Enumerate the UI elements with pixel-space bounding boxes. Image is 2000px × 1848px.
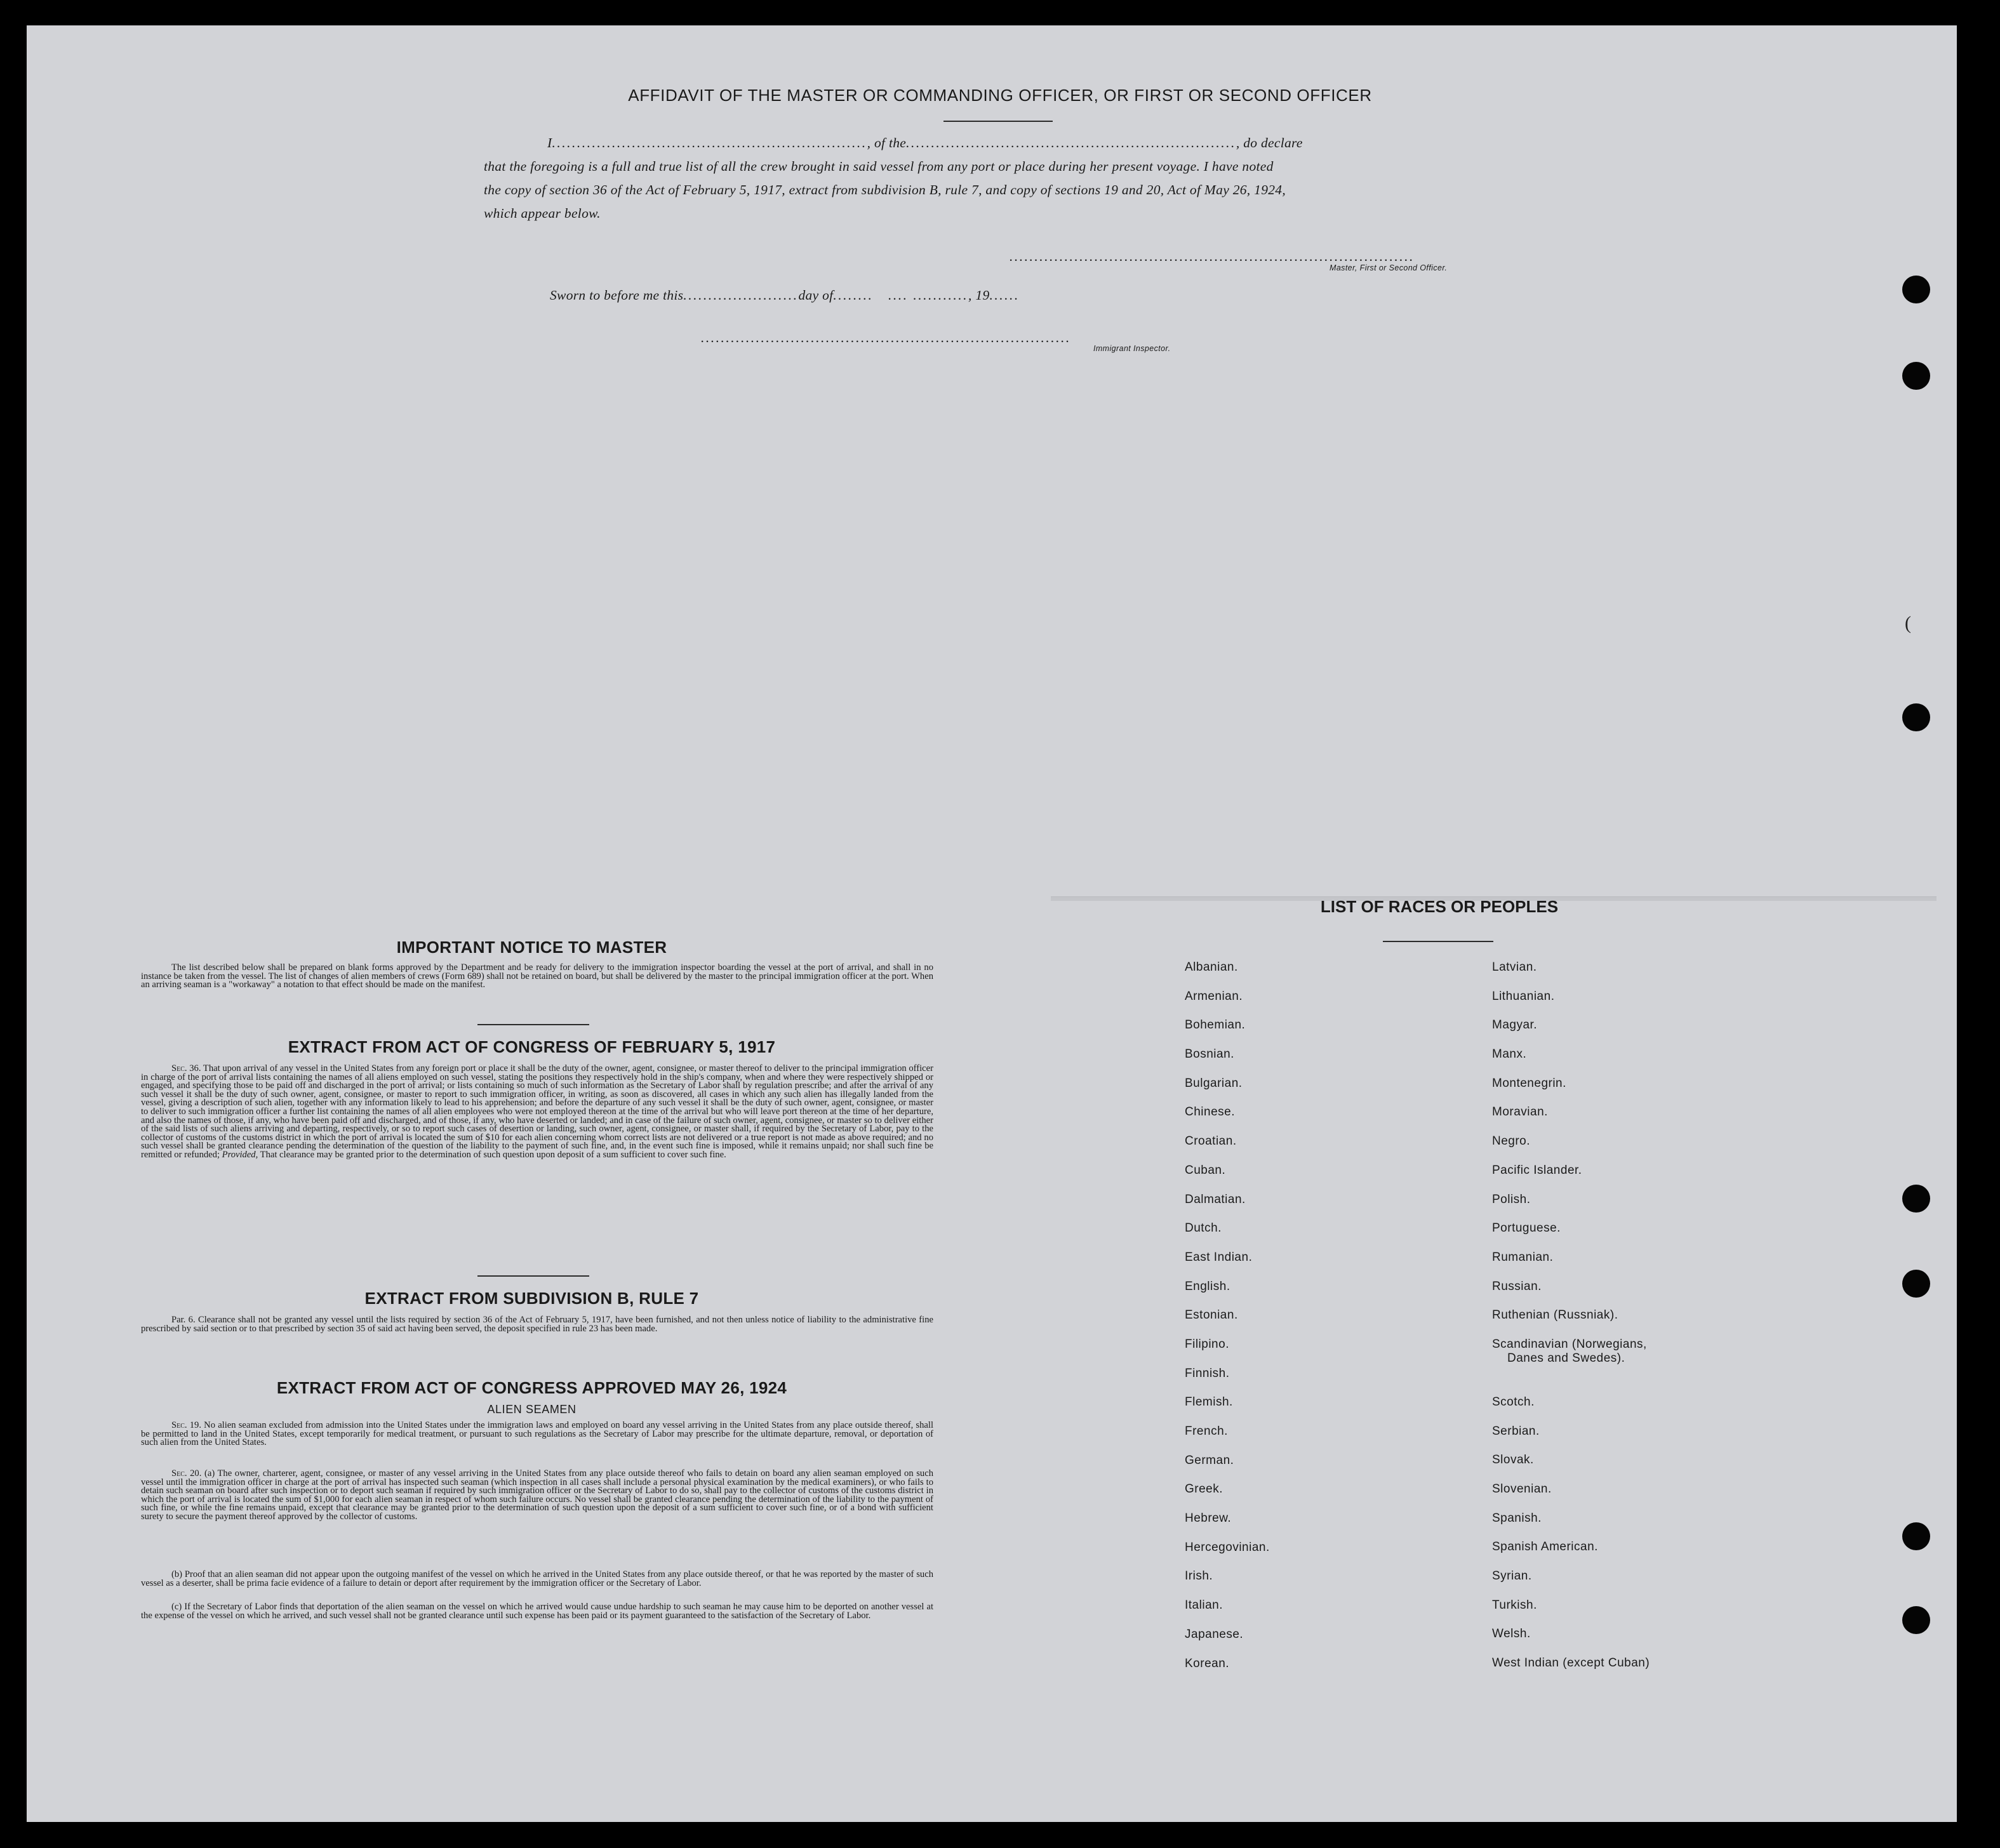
race-item: Dalmatian. bbox=[1185, 1192, 1246, 1206]
race-item: Korean. bbox=[1185, 1656, 1230, 1670]
extract-1924-title: EXTRACT FROM ACT OF CONGRESS APPROVED MAY 26, 1924 bbox=[276, 1378, 787, 1397]
race-item: Bulgarian. bbox=[1185, 1076, 1243, 1090]
races-title: LIST OF RACES OR PEOPLES bbox=[1320, 897, 1559, 916]
race-item: Pacific Islander. bbox=[1492, 1163, 1582, 1177]
races-list-left bbox=[1185, 961, 1270, 1685]
race-item: Welsh. bbox=[1492, 1627, 1531, 1641]
provided-text: Provided, bbox=[222, 1149, 258, 1160]
section-text: That upon arrival of any vessel in the United States from any foreign port or place it shall be the duty of the owner, agent, consignee, or master thereof to deliver to the principal immigration officer in charge of the port of arrival lists containing the names of all aliens employed on such vessel, stating the positions they respectively hold in the ship's company, when and where they were respectively shipped or engaged, and specifying those to be paid off and discharged in the port of arrival; or lists containing so much of such information as the Secretary of Labor shall by regulation prescribe; and after the arrival of any such vessel it shall be the duty of such owner, agent, consignee, or master to report to such immigration officer, in writing, as soon as discovered, all cases in which any such alien has illegally landed from the vessel, giving a description of such alien, together with any information likely to lead to his apprehension; and before the departure of any such vessel it shall be the duty of such owner, agent, consignee, or master to deliver to such immigration officer a further list containing the names of all alien employees who were not employed thereon at the time of the arrival but who will leave port thereon at the time of her departure, and also the names of those, if any, who have been paid off and discharged, and of those, if any, who have deserted or landed; and in case of the failure of such owner, agent, consignee, or master so to deliver either of the said lists of such aliens arriving and departing, respectively, or so to report such cases of desertion or landing, such owner, agent, consignee, or master shall, if required by the Secretary of Labor, pay to the collector of customs of the customs district in which the port of arrival is located the sum of $10 for each alien concerning whom correct lists are not delivered or a true report is not made as above required; and no such vessel shall be granted clearance pending the determination of the question of the liability to the payment of such fine, and, in the event such fine is imposed, while it remains unpaid; nor shall such fine be remitted or refunded; bbox=[141, 1063, 933, 1160]
declaration-line-2: that the foregoing is a full and true list of all the crew brought in said vessel from any port or place during her present voyage. I have noted bbox=[484, 159, 1274, 174]
alien-seamen-subtitle: ALIEN SEAMEN bbox=[487, 1403, 577, 1416]
race-item: Croatian. bbox=[1185, 1134, 1237, 1148]
inspector-signature-label: Immigrant Inspector. bbox=[1093, 344, 1171, 353]
section-19-paragraph bbox=[141, 1421, 933, 1447]
punch-hole bbox=[1902, 1522, 1930, 1550]
inspector-signature-line[interactable]: .......................................................................... bbox=[701, 330, 1071, 345]
race-item: Hebrew. bbox=[1185, 1512, 1232, 1526]
race-item: Manx. bbox=[1492, 1047, 1527, 1061]
section-20c-paragraph: (c) If the Secretary of Labor finds that deportation of the alien seaman on the vessel on which he arrived would cause undue hardship to such seaman he may cause him to be deported on another vessel at the expense of the vessel on which he arrived, and such vessel shall not be granted clearance until such expense has been paid or its payment guaranteed to the satisfaction of the Secretary of Labor. bbox=[141, 1602, 933, 1621]
race-item: Slovenian. bbox=[1492, 1482, 1552, 1496]
race-item: Turkish. bbox=[1492, 1598, 1537, 1612]
race-item: Spanish American. bbox=[1492, 1540, 1598, 1554]
punch-hole bbox=[1902, 1185, 1930, 1213]
race-item: Lithuanian. bbox=[1492, 989, 1555, 1003]
race-item: Finnish. bbox=[1185, 1366, 1230, 1380]
race-item: Ruthenian (Russniak). bbox=[1492, 1308, 1618, 1322]
sworn-line bbox=[550, 288, 1020, 303]
race-item: Flemish. bbox=[1185, 1395, 1233, 1409]
section-number: Sec. 36. bbox=[171, 1063, 201, 1074]
races-list-right bbox=[1492, 961, 1650, 1685]
race-item: Rumanian. bbox=[1492, 1250, 1554, 1264]
sworn-text: Sworn to before me this bbox=[550, 288, 684, 303]
races-title-rule bbox=[1383, 941, 1493, 942]
race-item: English. bbox=[1185, 1279, 1230, 1293]
race-item-line: Danes and Swedes). bbox=[1507, 1351, 1625, 1365]
race-item: Polish. bbox=[1492, 1192, 1531, 1206]
punch-hole bbox=[1902, 1606, 1930, 1634]
race-item: Cuban. bbox=[1185, 1163, 1226, 1177]
year-text: , 19 bbox=[968, 288, 990, 303]
race-item: Hercegovinian. bbox=[1185, 1540, 1270, 1554]
race-item: Estonian. bbox=[1185, 1308, 1238, 1322]
section-rule bbox=[477, 1024, 589, 1025]
declaration-line-3: the copy of section 36 of the Act of February 5, 1917, extract from subdivision B, rule 7, and copy of sections 19 and 20, Act of May 26, 1924, bbox=[484, 182, 1286, 197]
section-19-text: No alien seaman excluded from admission into the United States under the immigration laws and employed on board any vessel arriving in the United States from any place outside thereof, shall be permitted to land in the United States, except temporarily for medical treatment, or pursuant to such regulations as the Secretary of Labor may prescribe for the ultimate departure, removal, or deportation of such alien from the United States. bbox=[141, 1420, 933, 1448]
race-item: Filipino. bbox=[1185, 1337, 1229, 1351]
race-item: Chinese. bbox=[1185, 1105, 1235, 1119]
race-item: Syrian. bbox=[1492, 1569, 1532, 1583]
punch-hole bbox=[1902, 362, 1930, 390]
race-item: West Indian (except Cuban) bbox=[1492, 1656, 1650, 1670]
punch-hole bbox=[1902, 703, 1930, 731]
race-item: Albanian. bbox=[1185, 961, 1238, 974]
title-rule bbox=[943, 121, 1053, 122]
race-item: Bosnian. bbox=[1185, 1047, 1234, 1061]
race-item: French. bbox=[1185, 1425, 1228, 1438]
extract-rule7-paragraph: Par. 6. Clearance shall not be granted any vessel until the lists required by section 36 of the Act of February 5, 1917, have been furnished, and not then unless notice of liability to the administrative fine prescribed by said section or to that prescribed by section 35 of said act having been served, the deposit specified in rule 23 has been made. bbox=[141, 1315, 933, 1334]
declaration-line-1 bbox=[547, 135, 1303, 151]
extract-rule7-title: EXTRACT FROM SUBDIVISION B, RULE 7 bbox=[364, 1289, 699, 1308]
hole-mark: ( bbox=[1905, 613, 1911, 634]
declaration-line-4: which appear below. bbox=[484, 206, 601, 221]
punch-hole bbox=[1902, 276, 1930, 303]
race-item: Latvian. bbox=[1492, 961, 1537, 974]
race-item: Montenegrin. bbox=[1492, 1076, 1566, 1090]
section-19-number: Sec. 19. bbox=[171, 1420, 201, 1430]
day-of-text: day of bbox=[798, 288, 834, 303]
master-signature-label: Master, First or Second Officer. bbox=[1330, 263, 1448, 272]
race-item: German. bbox=[1185, 1453, 1234, 1467]
race-item: Greek. bbox=[1185, 1482, 1223, 1496]
race-item: Slovak. bbox=[1492, 1453, 1534, 1467]
race-item: Armenian. bbox=[1185, 989, 1243, 1003]
race-item: Moravian. bbox=[1492, 1105, 1548, 1119]
year-fill-line[interactable]: ...... bbox=[989, 288, 1020, 303]
race-item: Magyar. bbox=[1492, 1018, 1538, 1032]
race-item: Spanish. bbox=[1492, 1511, 1542, 1525]
section-20-number: Sec. 20. bbox=[171, 1468, 202, 1479]
month-fill-line[interactable]: ........ .... ........... bbox=[833, 288, 969, 303]
extract-1917-title: EXTRACT FROM ACT OF CONGRESS OF FEBRUARY 5, 1917 bbox=[288, 1037, 776, 1056]
race-item: East Indian. bbox=[1185, 1250, 1253, 1264]
notice-title: IMPORTANT NOTICE TO MASTER bbox=[396, 938, 667, 957]
section-text-end: That clearance may be granted prior to the determination of such question upon deposit of a sum sufficient to cover such fine. bbox=[260, 1149, 726, 1160]
of-the-text: , of the bbox=[867, 135, 907, 150]
punch-hole bbox=[1902, 1270, 1930, 1298]
race-item: Japanese. bbox=[1185, 1627, 1244, 1641]
race-item: Bohemian. bbox=[1185, 1018, 1246, 1032]
day-fill-line[interactable]: ....................... bbox=[683, 288, 799, 303]
section-20-paragraph bbox=[141, 1470, 933, 1522]
race-item: Irish. bbox=[1185, 1569, 1213, 1583]
race-item: Russian. bbox=[1492, 1279, 1542, 1293]
race-item: Dutch. bbox=[1185, 1221, 1222, 1235]
name-fill-line[interactable]: ............................................................... bbox=[552, 135, 867, 150]
declarant-prefix: I bbox=[547, 135, 552, 150]
declare-text: , do declare bbox=[1236, 135, 1303, 150]
vessel-fill-line[interactable]: .................................................................. bbox=[906, 135, 1236, 150]
race-item: Serbian. bbox=[1492, 1424, 1540, 1438]
affidavit-title: AFFIDAVIT OF THE MASTER OR COMMANDING OFFICER, OR FIRST OR SECOND OFFICER bbox=[628, 86, 1372, 105]
race-item: Italian. bbox=[1185, 1599, 1223, 1612]
notice-paragraph: The list described below shall be prepared on blank forms approved by the Department and be ready for delivery to the immigration inspector boarding the vessel at the port of arrival, and shall in no instance be taken from the vessel. The list of changes of alien members of crews (Form 689) shall not be retained on board, but shall be delivered by the master to the principal immigration officer at the port. When an arriving seaman is a "workaway" a notation to that effect should be made on the manifest. bbox=[141, 962, 933, 990]
section-rule bbox=[477, 1275, 589, 1277]
race-item bbox=[1492, 1338, 1650, 1395]
race-item: Portuguese. bbox=[1492, 1221, 1561, 1235]
section-20-text: (a) The owner, charterer, agent, consignee, or master of any vessel arriving in the United States from any place outside thereof who fails to detain on board any alien seaman employed on such vessel until the immigration officer in charge at the port of arrival has inspected such seaman (which inspection in all cases shall include a personal physical examination by the medical examiners), or who fails to detain such seaman on board after such inspection or to deport such seaman if required by such immigration officer or the Secretary of Labor to do so, shall pay to the collector of customs of the customs district in which the port of arrival is located the sum of $1,000 for each alien seaman in respect of whom such failure occurs. No vessel shall be granted clearance pending the determination of the liability to the payment of such fine, or while the fine remains unpaid, except that clearance may be granted prior to the determination of such question upon the deposit of a sum sufficient to cover such fine, or of a bond with sufficient surety to secure the payment thereof approved by the collector of customs. bbox=[141, 1468, 933, 1522]
race-item: Negro. bbox=[1492, 1134, 1531, 1148]
extract-1917-paragraph bbox=[141, 1065, 933, 1160]
race-item: Scotch. bbox=[1492, 1395, 1535, 1409]
race-item-line: Scandinavian (Norwegians, bbox=[1492, 1337, 1647, 1351]
master-signature-line[interactable]: ................................................................................. bbox=[1010, 249, 1415, 264]
section-20b-paragraph: (b) Proof that an alien seaman did not appear upon the outgoing manifest of the vessel on which he arrived in the United States from any place outside thereof, or that he was reported by the master of such vessel as a deserter, shall be prima facie evidence of a failure to detain or deport after requirement by the immigration officer or the Secretary of Labor. bbox=[141, 1569, 933, 1588]
